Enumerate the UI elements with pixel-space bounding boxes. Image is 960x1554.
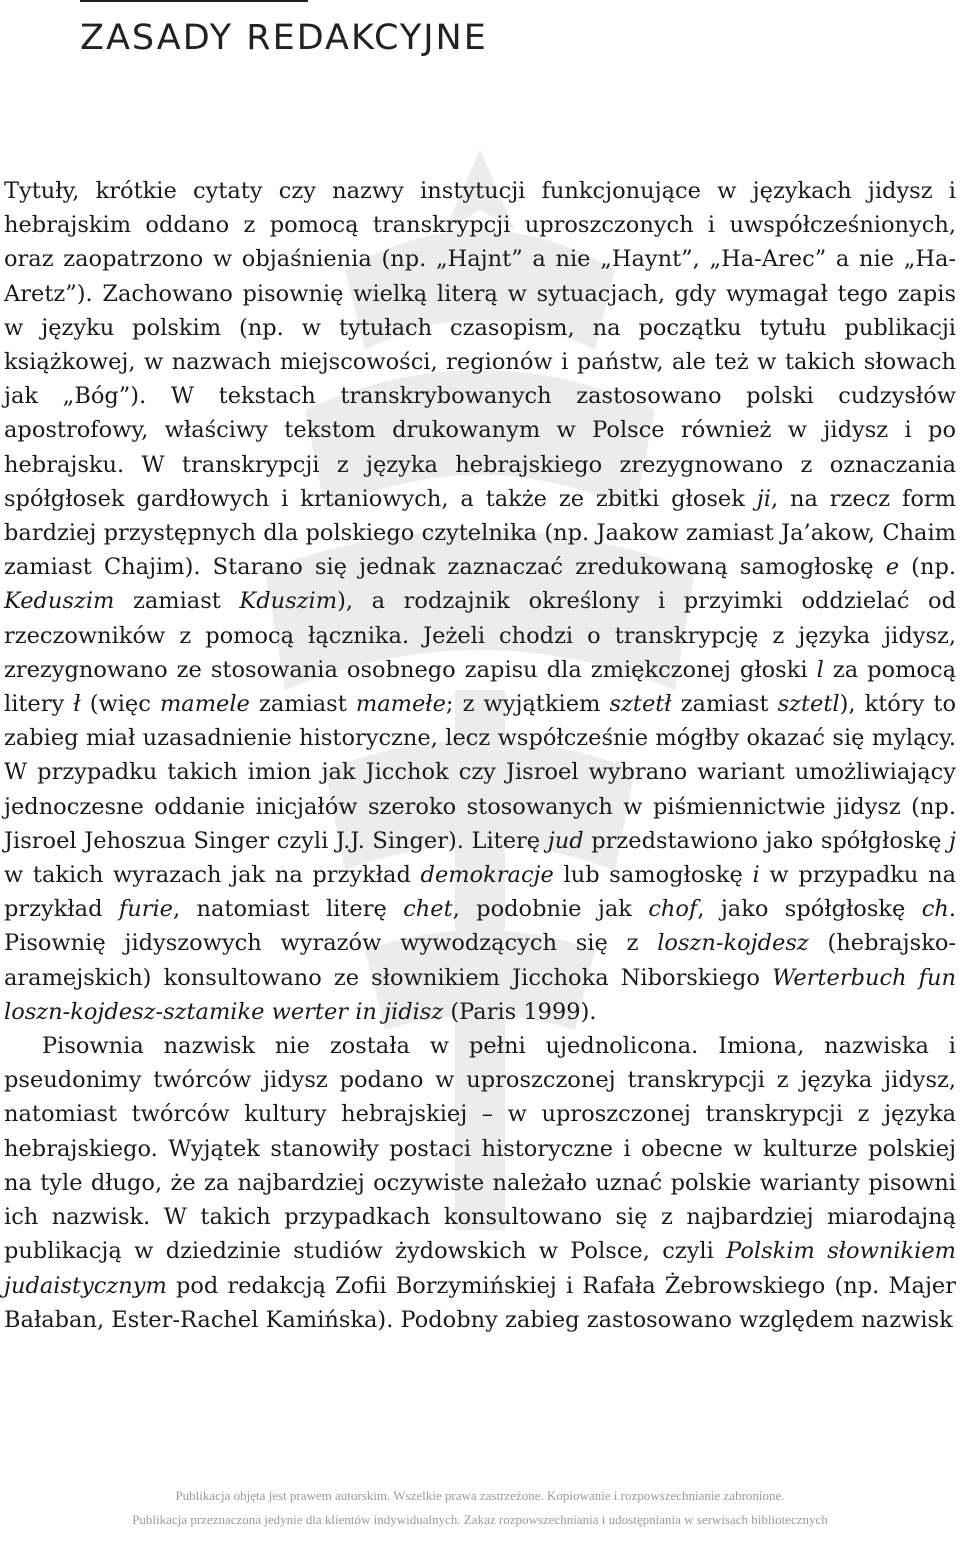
italic-text: demokracje xyxy=(420,862,554,889)
text-run: zamiast xyxy=(671,691,778,718)
italic-text: chof xyxy=(648,896,698,923)
copyright-notice: Publikacja objęta jest prawem autorskim. Wszelkie prawa zastrzeżone. Kopiowanie i rozpowszechnianie zabronione. xyxy=(175,1488,785,1503)
text-run: lub samogłoskę xyxy=(553,862,753,889)
text-run: (np. xyxy=(899,554,957,581)
top-rule xyxy=(80,0,308,2)
italic-text: Polskim słownikiem judaistycznym xyxy=(4,1238,957,1299)
text-run: (Paris 1999). xyxy=(443,998,597,1025)
italic-text: Werterbuch fun loszn-kojdesz-sztamike werter in jidisz xyxy=(4,964,956,1025)
paragraph xyxy=(4,174,956,1029)
italic-text: l xyxy=(816,656,824,683)
body-text xyxy=(4,174,956,1337)
text-run: (hebrajsko-aramejskich) konsultowano ze słownikiem Jicchoka Niborskiego xyxy=(4,930,956,991)
text-run: zamiast xyxy=(249,691,356,718)
italic-text: mamele xyxy=(159,691,250,718)
text-run: ), a rodzajnik określony i przyimki oddzielać od rzeczowników z pomocą łącznika. Jeżeli chodzi o transkrypcję z języka jidysz, zrezygnowano ze stosowania osobnego zapisu dla zmiękczonej głoski xyxy=(4,588,956,683)
italic-text: ji xyxy=(756,485,771,512)
text-run: , na rzecz form bardziej przystępnych dla polskiego czytelnika (np. Jaakow zamiast Ja’akow, Chaim zamiast Chajim). Starano się jednak zaznaczać zredukowaną samogłoskę xyxy=(4,485,957,581)
italic-text: chet xyxy=(403,896,453,923)
text-run: Pisownia nazwisk nie została w pełni ujednolicona. Imiona, nazwiska i pseudonimy twórców jidysz podano w uproszczonej transkrypcji z języka jidysz, natomiast twórców kultury hebrajskiej – w uproszczonej transkrypcji z języka hebrajskiego. Wyjątek stanowiły postaci historyczne i obecne w kulturze polskiej na tyle długo, że za najbardziej oczywiste należało uznać polskie warianty pisowni ich nazwisk. W takich przypadkach konsultowano się z najbardziej miarodajną publikacją w dziedzinie studiów żydowskich w Polsce, czyli xyxy=(4,1033,956,1265)
text-run: , podobnie jak xyxy=(452,896,649,923)
text-run: . Pisownię jidyszowych wyrazów wywodzących się z xyxy=(4,896,956,957)
text-run: przedstawiono jako spółgłoskę xyxy=(583,827,950,854)
text-run: Tytuły, krótkie cytaty czy nazwy instytucji funkcjonujące w językach jidysz i hebrajskim oddano z pomocą transkrypcji uproszczonych i uwspółcześnionych, oraz zaopatrzono w objaśnienia (np. „Hajnt” a nie „Haynt”, „Ha-Arec” a nie „Ha-Aretz”). Zachowano pisownię wielką literą w sytuacjach, gdy wymagał tego zapis w języku polskim (np. w tytułach czasopism, na początku tytułu publikacji książkowej, w nazwach miejscowości, regionów i państw, ale też w takich słowach jak „Bóg”). W tekstach transkrybowanych zastosowano polski cudzysłów apostrofowy, właściwy tekstom drukowanym w Polsce również w jidysz i po hebrajsku. W transkrypcji z języka hebrajskiego zrezygnowano z oznaczania spółgłosek gardłowych i krtaniowych, a także ze zbitki głosek xyxy=(4,178,956,512)
italic-text: furie xyxy=(118,896,173,923)
text-run: w takich wyrazach jak na przykład xyxy=(4,862,421,889)
italic-text: loszn-kojdesz xyxy=(657,930,809,957)
italic-text: j xyxy=(949,827,956,854)
text-run: , natomiast literę xyxy=(172,896,404,923)
page-title: ZASADY REDAKCYJNE xyxy=(80,18,488,58)
italic-text: sztetl xyxy=(777,691,840,718)
italic-text: ch xyxy=(921,896,949,923)
text-run: w przypadku na przykład xyxy=(4,862,956,923)
italic-text: jud xyxy=(547,827,584,854)
italic-text: sztetł xyxy=(609,691,672,718)
text-run: zamiast xyxy=(114,588,240,615)
italic-text: i xyxy=(752,862,760,889)
italic-text: Keduszim xyxy=(4,588,115,615)
text-run: (więc xyxy=(80,691,160,718)
text-run: ), który to zabieg miał uzasadnienie historyczne, lecz współcześnie mógłby okazać się mylący. W przypadku takich imion jak Jicchok czy Jisroel wybrano wariant umożliwiający jednoczesne oddanie inicjałów szeroko stosowanych w piśmiennictwie jidysz (np. Jisroel Jehoszua Singer czyli J.J. Singer). Literę xyxy=(4,691,957,854)
distribution-notice: Publikacja przeznaczona jedynie dla klientów indywidualnych. Zakaz rozpowszechniania i udostępniania w serwisach bibliotecznych xyxy=(132,1512,828,1527)
italic-text: mamełe xyxy=(355,691,446,718)
text-run: pod redakcją Zofii Borzymińskiej i Rafała Żebrowskiego (np. Majer Bałaban, Ester-Rachel Kamińska). Podobny zabieg zastosowano względem nazwisk xyxy=(4,1272,956,1333)
text-run: za pomocą litery xyxy=(4,656,956,718)
text-run: , jako spółgłoskę xyxy=(697,896,922,923)
italic-text: ł xyxy=(73,691,81,718)
italic-text: e xyxy=(885,554,900,581)
text-run: ; z wyjątkiem xyxy=(445,691,610,718)
paragraph xyxy=(4,1029,956,1337)
italic-text: Kduszim xyxy=(239,588,338,615)
